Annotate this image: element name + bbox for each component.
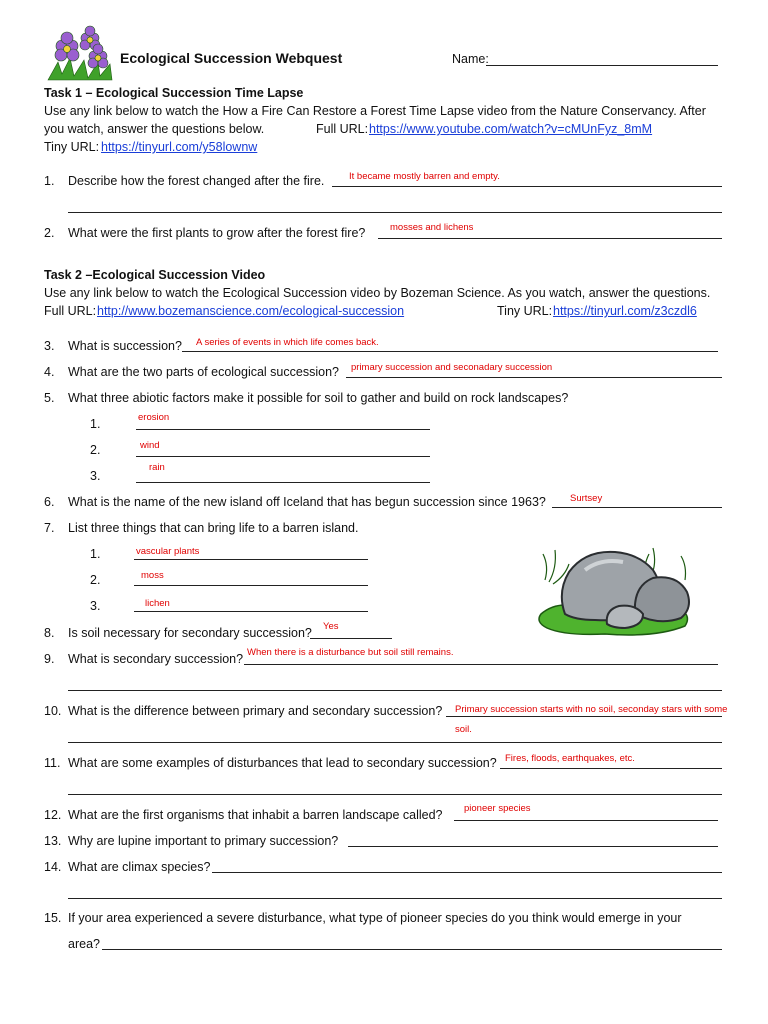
q5-sub3-number: 3. [90,469,101,483]
q9-answer-line[interactable] [244,664,718,665]
q6-answer: Surtsey [570,493,603,504]
q10-answer-line[interactable] [446,716,722,717]
q6-number: 6. [44,495,55,509]
task2-full-url-label: Full URL: [44,304,97,318]
q15-text: If your area experienced a severe disturbance, what type of pioneer species do you think would emerge in your [68,911,682,925]
task1-tiny-url-link[interactable]: https://tinyurl.com/y58lownw [101,140,258,154]
q15-number: 15. [44,911,62,925]
q10-answer-line-2[interactable] [68,742,722,743]
q9-answer: When there is a disturbance but soil still remains. [247,647,454,658]
q11-answer-line[interactable] [500,768,722,769]
q8-answer-line[interactable] [310,638,392,639]
q13-number: 13. [44,834,62,848]
task1-tiny-url-label: Tiny URL: [44,140,100,154]
name-label: Name: [452,52,489,66]
q10-number: 10. [44,704,62,718]
q9-answer-line-2[interactable] [68,690,722,691]
q5-sub2-number: 2. [90,443,101,457]
q6-answer-line[interactable] [552,507,722,508]
q14-answer-line-2[interactable] [68,898,722,899]
q7-sub3-number: 3. [90,599,101,613]
q2-answer-line[interactable] [378,238,722,239]
q11-answer-line-2[interactable] [68,794,722,795]
q12-answer-line[interactable] [454,820,718,821]
q2-text: What were the first plants to grow after the forest fire? [68,226,366,240]
task2-intro-line1: Use any link below to watch the Ecological Succession video by Bozeman Science. As you watch, answer the questions. [44,286,711,300]
q8-answer: Yes [323,621,339,632]
q3-text: What is succession? [68,339,182,353]
task1-intro-line2: you watch, answer the questions below. [44,122,265,136]
q12-answer: pioneer species [464,803,531,814]
q3-answer: A series of events in which life comes back. [196,337,379,348]
q7-sub2-answer: moss [141,570,164,581]
q14-answer-line[interactable] [212,872,722,873]
task1-intro-line1: Use any link below to watch the How a Fire Can Restore a Forest Time Lapse video from the Nature Conservancy. After [44,104,706,118]
q7-sub3-line[interactable] [134,611,368,612]
q7-text: List three things that can bring life to a barren island. [68,521,359,535]
q5-sub3-answer: rain [149,462,165,473]
q1-text: Describe how the forest changed after the fire. [68,174,325,188]
name-line[interactable] [486,65,718,66]
q5-sub2-line[interactable] [136,456,430,457]
q9-text: What is secondary succession? [68,652,244,666]
q4-answer-line[interactable] [346,377,722,378]
q1-answer-line-2[interactable] [68,212,722,213]
q1-number: 1. [44,174,55,188]
q15-text-cont: area? [68,937,100,951]
task1-full-url-link[interactable]: https://www.youtube.com/watch?v=cMUnFyz_8mM [369,122,653,136]
q6-text: What is the name of the new island off Iceland that has begun succession since 1963? [68,495,546,509]
q5-sub3-line[interactable] [136,482,430,483]
q10-text: What is the difference between primary and secondary succession? [68,704,443,718]
q5-sub1-answer: erosion [138,412,170,423]
page-title: Ecological Succession Webquest [120,50,343,66]
task1-heading: Task 1 – Ecological Succession Time Lapse [44,86,304,100]
q11-answer: Fires, floods, earthquakes, etc. [505,753,635,764]
rock-clipart [535,536,693,640]
q8-number: 8. [44,626,55,640]
q8-text: Is soil necessary for secondary succession? [68,626,312,640]
q12-text: What are the first organisms that inhabit a barren landscape called? [68,808,443,822]
q7-sub1-line[interactable] [134,559,368,560]
q13-answer-line[interactable] [348,846,718,847]
q15-answer-line[interactable] [102,949,722,950]
q7-sub1-number: 1. [90,547,101,561]
q4-number: 4. [44,365,55,379]
q10-answer: Primary succession starts with no soil, seconday stars with some [455,704,728,715]
q1-answer: It became mostly barren and empty. [349,171,500,182]
q2-answer: mosses and lichens [390,222,474,233]
q5-sub2-answer: wind [140,440,160,451]
q3-number: 3. [44,339,55,353]
q5-number: 5. [44,391,55,405]
q11-text: What are some examples of disturbances that lead to secondary succession? [68,756,497,770]
q9-number: 9. [44,652,55,666]
q5-sub1-number: 1. [90,417,101,431]
q7-number: 7. [44,521,55,535]
q4-text: What are the two parts of ecological succession? [68,365,339,379]
q7-sub1-answer: vascular plants [136,546,200,557]
task2-tiny-url-link[interactable]: https://tinyurl.com/z3czdl6 [553,304,697,318]
task1-full-url-label: Full URL: [316,122,369,136]
q2-number: 2. [44,226,55,240]
q7-sub3-answer: lichen [145,598,170,609]
q1-answer-line[interactable] [332,186,722,187]
flower-clipart [44,24,116,82]
q14-number: 14. [44,860,62,874]
q7-sub2-line[interactable] [134,585,368,586]
q5-text: What three abiotic factors make it possible for soil to gather and build on rock landscapes? [68,391,569,405]
q7-sub2-number: 2. [90,573,101,587]
q11-number: 11. [44,756,61,770]
q5-sub1-line[interactable] [136,429,430,430]
q3-answer-line[interactable] [182,351,718,352]
q14-text: What are climax species? [68,860,211,874]
q10-answer-cont: soil. [455,724,472,735]
task2-heading: Task 2 –Ecological Succession Video [44,268,266,282]
task2-tiny-url-label: Tiny URL: [497,304,553,318]
q12-number: 12. [44,808,62,822]
task2-full-url-link[interactable]: http://www.bozemanscience.com/ecological-succession [97,304,405,318]
q4-answer: primary succession and seconadary succession [351,362,553,373]
q13-text: Why are lupine important to primary succession? [68,834,339,848]
